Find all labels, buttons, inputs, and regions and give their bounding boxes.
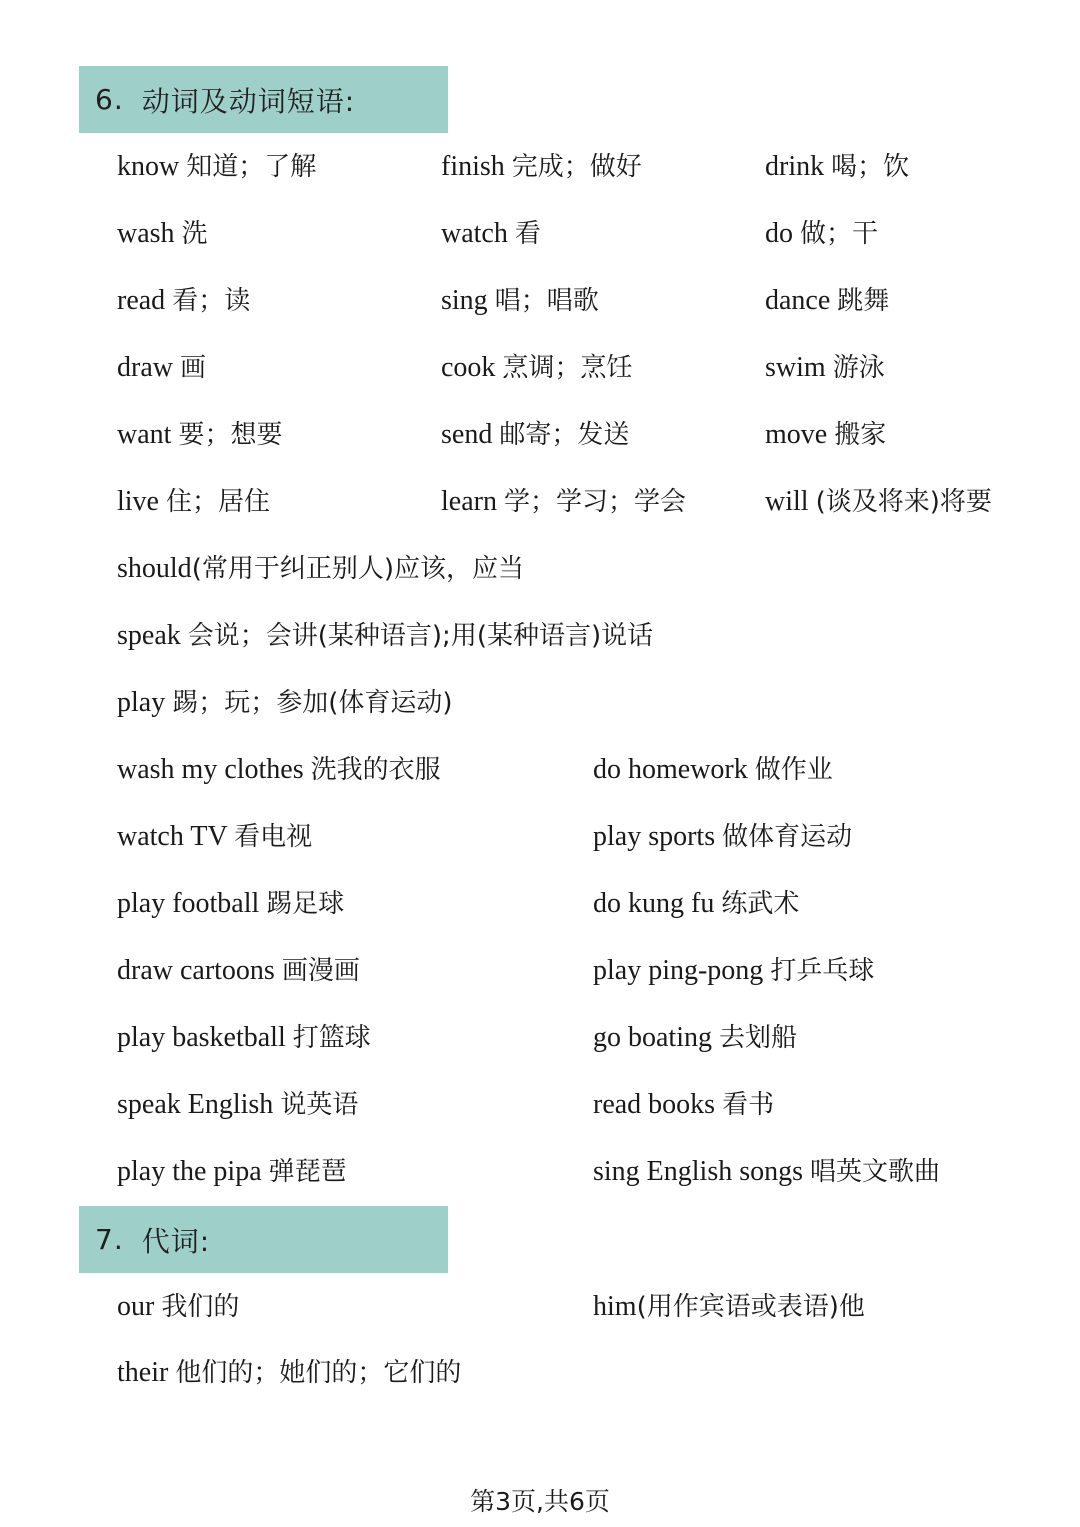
vocab-item: sing English songs 唱英文歌曲 (593, 1156, 941, 1187)
vocab-item: wash my clothes 洗我的衣服 (117, 754, 441, 785)
vocab-item: send 邮寄；发送 (441, 419, 630, 450)
section-7-header (79, 1206, 448, 1273)
vocab-item: know 知道；了解 (117, 151, 317, 182)
vocab-item: want 要；想要 (117, 419, 283, 450)
phrase-row (0, 1018, 1080, 1058)
verb-row (0, 147, 1080, 187)
vocab-item: play 踢；玩；参加(体育运动) (117, 687, 453, 718)
vocab-item: do homework 做作业 (593, 754, 833, 785)
vocab-item: read 看；读 (117, 285, 251, 316)
verb-row (0, 348, 1080, 388)
vocab-item: him(用作宾语或表语)他 (593, 1291, 865, 1322)
vocab-item: speak English 说英语 (117, 1089, 359, 1120)
vocab-item: do kung fu 练武术 (593, 888, 800, 919)
vocab-item: play football 踢足球 (117, 888, 345, 919)
vocab-item: live 住；居住 (117, 486, 271, 517)
vocab-item: watch 看 (441, 218, 541, 249)
vocab-item: should(常用于纠正别人)应该，应当 (117, 553, 524, 584)
page-number: 第3页,共6页 (470, 1487, 610, 1516)
verb-row (0, 281, 1080, 321)
phrase-row (0, 817, 1080, 857)
vocab-item: move 搬家 (765, 419, 887, 450)
vocab-item: draw 画 (117, 352, 206, 383)
vocab-item: will (谈及将来)将要 (765, 486, 992, 517)
pronoun-row (0, 1353, 1080, 1393)
verb-row (0, 415, 1080, 455)
phrase-row (0, 750, 1080, 790)
vocab-item: play the pipa 弹琵琶 (117, 1156, 347, 1187)
section-6-number: 6. (95, 83, 124, 116)
section-7-title: 代词: (141, 1224, 211, 1258)
phrase-row (0, 1085, 1080, 1125)
section-6-header (79, 66, 448, 133)
vocab-item: our 我们的 (117, 1291, 240, 1322)
vocab-item: cook 烹调；烹饪 (441, 352, 633, 383)
vocab-item: wash 洗 (117, 218, 208, 249)
section-6-title: 动词及动词短语: (141, 84, 356, 118)
vocab-item: read books 看书 (593, 1089, 775, 1120)
phrase-row (0, 1152, 1080, 1192)
vocab-item: sing 唱；唱歌 (441, 285, 599, 316)
vocab-item: play basketball 打篮球 (117, 1022, 371, 1053)
vocab-item: play sports 做体育运动 (593, 821, 853, 852)
vocab-item: speak 会说；会讲(某种语言);用(某种语言)说话 (117, 620, 654, 651)
vocab-item: swim 游泳 (765, 352, 885, 383)
vocab-item: finish 完成；做好 (441, 151, 642, 182)
long-verb-row (0, 549, 1080, 589)
vocab-item: watch TV 看电视 (117, 821, 313, 852)
phrase-row (0, 951, 1080, 991)
pronoun-row (0, 1287, 1080, 1327)
vocab-item: do 做；干 (765, 218, 879, 249)
vocab-item: drink 喝；饮 (765, 151, 910, 182)
verb-row (0, 214, 1080, 254)
vocab-item: play ping-pong 打乒乓球 (593, 955, 875, 986)
phrase-row (0, 884, 1080, 924)
vocab-item: dance 跳舞 (765, 285, 890, 316)
long-verb-row (0, 616, 1080, 656)
verb-row (0, 482, 1080, 522)
vocab-item: their 他们的；她们的；它们的 (117, 1357, 462, 1388)
vocab-item: learn 学；学习；学会 (441, 486, 686, 517)
long-verb-row (0, 683, 1080, 723)
section-7-number: 7. (95, 1223, 124, 1256)
vocab-item: go boating 去划船 (593, 1022, 798, 1053)
vocab-item: draw cartoons 画漫画 (117, 955, 360, 986)
